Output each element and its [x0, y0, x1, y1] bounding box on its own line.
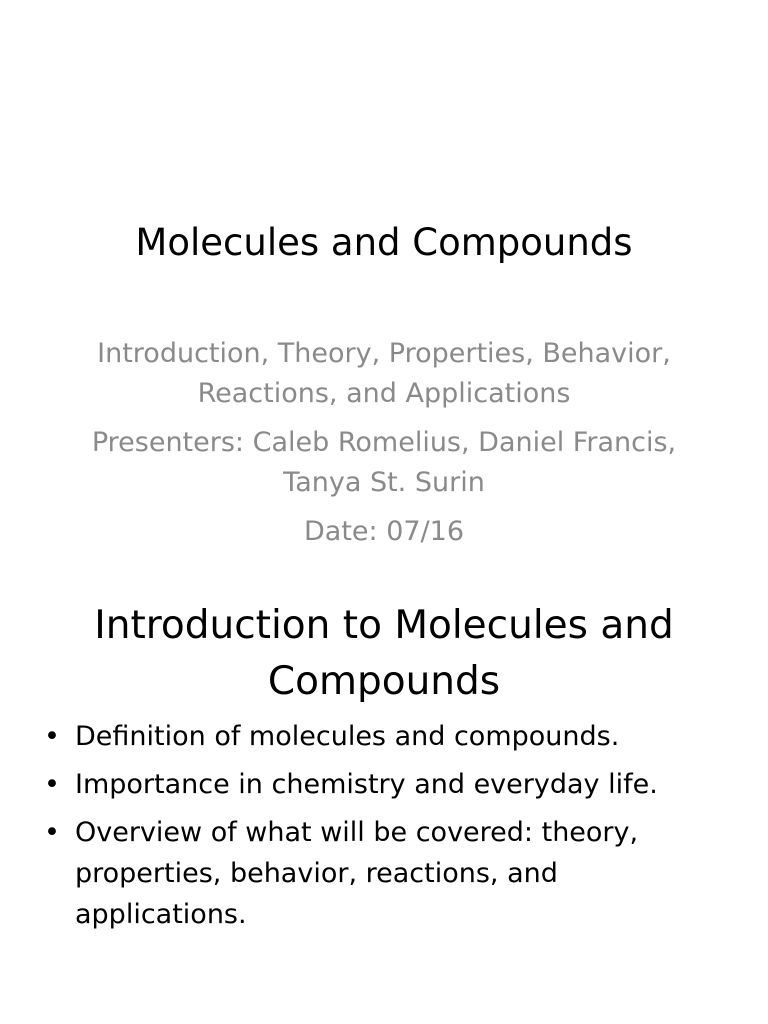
list-item [42, 716, 702, 757]
bullet-marker: • [44, 769, 60, 800]
bullet-marker: • [44, 721, 60, 752]
bullet-text: Overview of what will be covered: theory, properties, behavior, reactions, and applications. [75, 817, 639, 930]
list-item [42, 764, 702, 805]
subtitle-presenters: Presenters: Caleb Romelius, Daniel Francis, Tanya St. Surin [91, 427, 677, 498]
bullet-list [42, 716, 702, 942]
bullet-text: Importance in chemistry and everyday life. [75, 769, 658, 800]
bullet-marker: • [44, 817, 60, 848]
slide-title: Molecules and Compounds [135, 221, 633, 264]
slide-subtitle [84, 334, 684, 561]
subtitle-date: Date: 07/16 [303, 516, 465, 547]
subtitle-topics: Introduction, Theory, Properties, Behavior, Reactions, and Applications [97, 338, 671, 409]
list-item [42, 812, 702, 935]
bullet-text: Definition of molecules and compounds. [75, 721, 620, 752]
intro-slide-title: Introduction to Molecules and Compounds [94, 603, 674, 704]
